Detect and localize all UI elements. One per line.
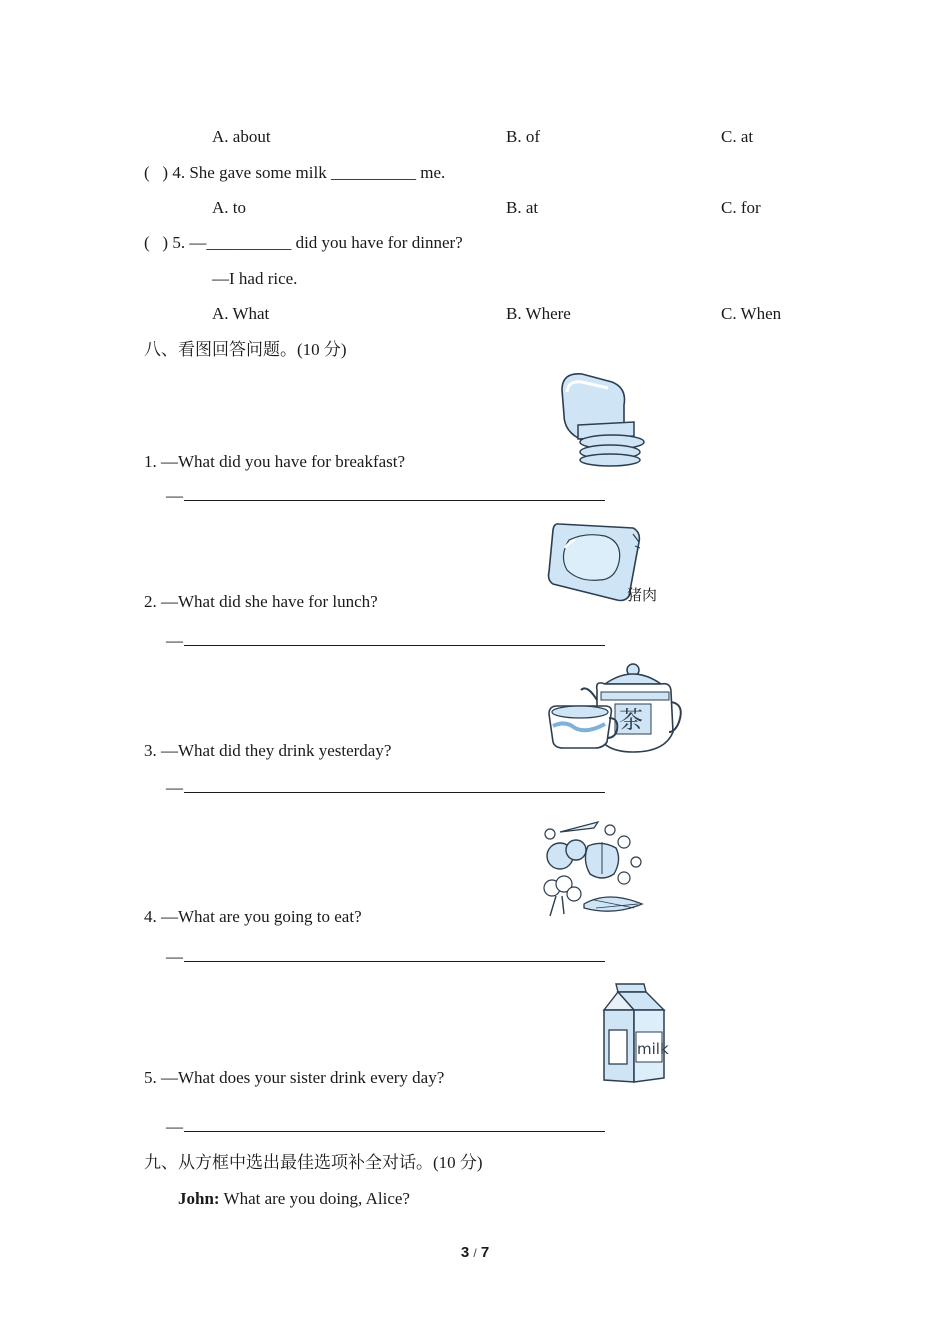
- q8-3-answer-line[interactable]: [184, 776, 605, 793]
- q4-option-a: A. to: [212, 198, 246, 217]
- pork-label: 猪肉: [627, 586, 658, 604]
- q8-1-answer-line[interactable]: [184, 484, 605, 501]
- q8-5-answer-line[interactable]: [184, 1115, 605, 1132]
- q8-4-question: 4. —What are you going to eat?: [144, 907, 362, 926]
- q8-2-answer-dash: —: [166, 631, 183, 650]
- q5-option-c: C. When: [721, 304, 782, 323]
- q8-5-answer[interactable]: [166, 1115, 605, 1137]
- vegetables-icon: [538, 812, 650, 922]
- q5-text: 5. —__________ did you have for dinner?: [172, 233, 463, 252]
- speaker-john: John:: [178, 1189, 220, 1208]
- q8-2-answer[interactable]: [166, 629, 605, 651]
- dialogue-line-1: [178, 1189, 410, 1209]
- q8-1-answer[interactable]: [166, 484, 605, 506]
- section8-title: 八、看图回答问题。(10 分): [144, 340, 347, 359]
- page-total: 7: [480, 1244, 490, 1261]
- q5-option-a: A. What: [212, 304, 270, 323]
- milk-carton-icon: [598, 980, 670, 1086]
- bread-icon: [552, 370, 647, 468]
- q8-2-question: 2. —What did she have for lunch?: [144, 592, 378, 611]
- q3-option-c: C. at: [721, 127, 754, 146]
- q8-2-answer-line[interactable]: [184, 629, 605, 646]
- q4-option-c: C. for: [721, 198, 761, 217]
- q8-4-answer-dash: —: [166, 947, 183, 966]
- q8-3-answer-dash: —: [166, 778, 183, 797]
- q4-option-b: B. at: [506, 198, 539, 217]
- q8-4-answer-line[interactable]: [184, 945, 605, 962]
- q4-row: [144, 163, 445, 183]
- q5-answer-paren[interactable]: ( ): [144, 233, 169, 252]
- page-current: 3: [460, 1244, 470, 1261]
- q8-5-question: 5. —What does your sister drink every day?: [144, 1068, 445, 1087]
- page-separator: /: [473, 1246, 477, 1260]
- q8-1-question: 1. —What did you have for breakfast?: [144, 452, 406, 471]
- q5-row: [144, 233, 463, 253]
- section9-title: 九、从方框中选出最佳选项补全对话。(10 分): [144, 1153, 483, 1172]
- q8-3-answer[interactable]: [166, 776, 605, 798]
- tea-icon: [545, 660, 685, 755]
- q8-4-answer[interactable]: [166, 945, 605, 967]
- pork-icon: [545, 518, 670, 608]
- tea-label: 茶: [619, 706, 643, 734]
- q5-reply: —I had rice.: [212, 269, 298, 288]
- page-number: [0, 1244, 950, 1261]
- milk-label: milk: [637, 1040, 669, 1058]
- q4-answer-paren[interactable]: ( ): [144, 163, 169, 182]
- q3-option-b: B. of: [506, 127, 540, 146]
- dialogue-line-1-text: What are you doing, Alice?: [219, 1189, 410, 1208]
- q8-3-question: 3. —What did they drink yesterday?: [144, 741, 392, 760]
- q4-text: 4. She gave some milk __________ me.: [172, 163, 446, 182]
- q5-option-b: B. Where: [506, 304, 571, 323]
- q8-1-answer-dash: —: [166, 486, 183, 505]
- q3-option-a: A. about: [212, 127, 271, 146]
- q8-5-answer-dash: —: [166, 1117, 183, 1136]
